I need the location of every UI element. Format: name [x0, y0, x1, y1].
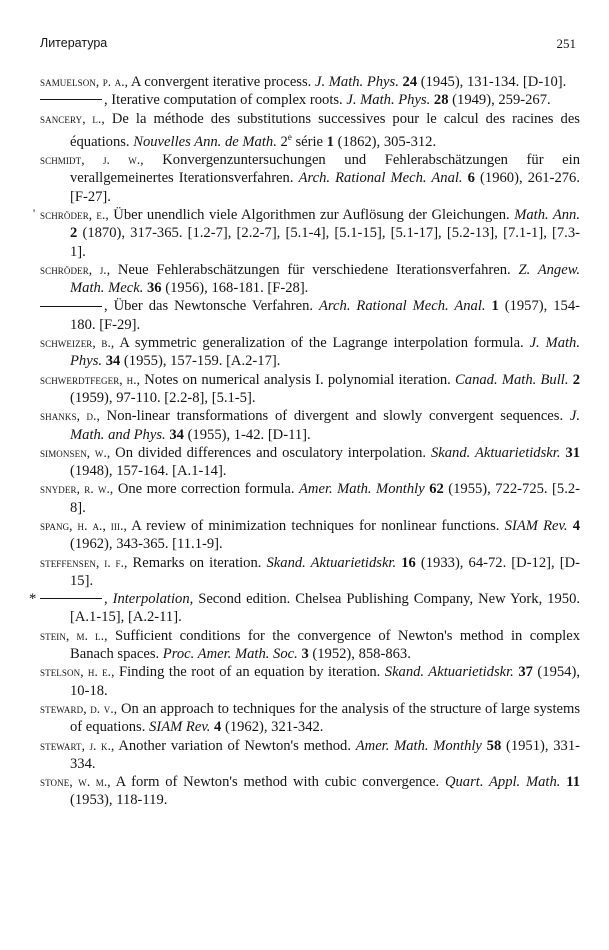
reference-entry: [40, 261, 580, 298]
reference-details: (1953), 118-119.: [70, 792, 168, 809]
reference-details: (1952), 858-863.: [308, 646, 411, 663]
reference-entry: [40, 773, 580, 810]
reference-journal: SIAM Rev.: [149, 719, 211, 736]
reference-entry: [40, 110, 580, 151]
reference-volume: 16: [401, 554, 416, 571]
reference-title: Sufficient conditions for the convergence of Newton's method in complex Banach spaces.: [70, 627, 580, 663]
reference-title: On divided differences and osculatory interpolation.: [110, 444, 431, 461]
running-title: Литература: [40, 36, 108, 50]
reference-title: A convergent iterative process.: [128, 74, 315, 90]
reference-journal: J. Math. Phys.: [346, 92, 431, 109]
running-header: [40, 36, 576, 56]
reference-volume: 3: [301, 646, 309, 663]
reference-entry: [40, 371, 580, 408]
reference-journal: Z. Angew. Math. Meck.: [70, 261, 580, 297]
reference-details: (1957), 154-180. [F-29].: [70, 298, 580, 333]
reference-volume: 6: [467, 170, 475, 187]
reference-journal: Skand. Aktuarietidskr.: [266, 554, 397, 571]
reference-volume: 34: [105, 353, 121, 370]
reference-journal: Skand. Aktuarietidskr.: [384, 664, 514, 681]
reference-journal: Arch. Rational Mech. Anal.: [319, 298, 486, 315]
reference-volume: 24: [402, 74, 418, 90]
ditto-dash: [40, 306, 102, 307]
reference-volume: 2: [572, 371, 580, 388]
reference-series-word: série: [291, 133, 327, 150]
reference-volume: 28: [433, 92, 449, 109]
reference-volume: 2: [70, 225, 78, 242]
reference-entry: [40, 627, 580, 664]
reference-details: (1951), 331-334.: [70, 737, 581, 772]
reference-journal: Arch. Rational Mech. Anal.: [298, 170, 463, 187]
reference-author: stewart, j. k.,: [40, 737, 115, 753]
reference-journal: SIAM Rev.: [504, 517, 568, 534]
reference-entry: [40, 334, 580, 371]
reference-details: (1933), 64-72. [D-12], [D-15].: [70, 554, 580, 589]
reference-entry: [33, 205, 581, 261]
reference-details: (1955), 722-725. [5.2-8].: [70, 481, 581, 516]
reference-title: A symmetric generalization of the Lagrange interpolation formula.: [114, 335, 530, 352]
reference-journal: Math. Ann.: [514, 206, 581, 223]
reference-details: (1960), 261-276. [F-27].: [70, 170, 580, 205]
reference-details: (1948), 157-164. [A.1-14].: [70, 463, 227, 480]
reference-author: steffensen, i. f.,: [40, 554, 128, 570]
reference-entry: [40, 151, 580, 206]
reference-journal: Interpolation,: [112, 591, 194, 608]
reference-author: snyder, r. w.,: [40, 481, 114, 497]
reference-volume: 11: [566, 774, 580, 791]
reference-entry: [40, 91, 580, 109]
reference-entry: [29, 590, 581, 627]
reference-volume: 36: [147, 280, 162, 297]
reference-title: Neue Fehlerabschätzungen für verschiedene Iterationsverfahren.: [110, 261, 519, 278]
reference-entry: [40, 663, 580, 700]
reference-volume: 4: [214, 719, 222, 736]
reference-volume: 1: [326, 133, 334, 150]
reference-details: (1962), 343-365. [11.1-9].: [70, 536, 223, 553]
reference-entry: [40, 407, 580, 444]
reference-author: stone, w. m.,: [40, 774, 111, 790]
reference-entry: [40, 297, 580, 334]
reference-title: , Iterative computation of complex roots.: [104, 92, 347, 109]
reference-title: Finding the root of an equation by iteration.: [114, 664, 385, 681]
reference-author: schröder, j.,: [40, 261, 111, 277]
reference-details: (1959), 97-110. [2.2-8], [5.1-5].: [70, 389, 256, 406]
page-number: 251: [556, 36, 576, 51]
reference-volume: 1: [491, 298, 499, 315]
reference-title: , Über das Newtonsche Verfahren.: [104, 298, 319, 315]
reference-journal: Canad. Math. Bull.: [455, 371, 569, 388]
reference-volume: 34: [169, 426, 184, 443]
reference-volume: 4: [572, 517, 580, 534]
reference-author: spang, h. a., iii.,: [40, 517, 127, 533]
reference-author: samuelson, p. a.,: [40, 74, 128, 89]
reference-journal: J. Math. and Phys.: [70, 408, 580, 443]
reference-entry: [40, 517, 580, 554]
reference-title: A review of minimization techniques for nonlinear functions.: [126, 517, 505, 534]
reference-volume: 62: [429, 481, 444, 498]
reference-volume: 58: [486, 737, 502, 754]
reference-author: shanks, d.,: [40, 408, 100, 424]
reference-title: Konvergenzuntersuchungen und Fehlerabschätzungen für ein verallgemeinertes Iterationsverfahren.: [70, 152, 580, 187]
reference-entry: [40, 480, 580, 517]
ditto-dash: [40, 99, 102, 100]
reference-author: schweizer, b.,: [40, 335, 115, 351]
reference-details: Second edition. Chelsea Publishing Company, New York, 1950. [A.1-15], [A.2-11].: [70, 591, 581, 626]
reference-author: sancery, l.,: [40, 110, 105, 126]
reference-details: (1862), 305-312.: [333, 133, 437, 150]
reference-details: (1954), 10-18.: [70, 664, 580, 699]
reference-author: schröder, e.,: [40, 206, 109, 222]
reference-author: stein, m. l.,: [40, 627, 108, 643]
reference-author: steward, d. v.,: [40, 700, 118, 716]
reference-journal: Amer. Math. Monthly: [355, 737, 482, 754]
reference-details: (1962), 321-342.: [221, 719, 324, 736]
ditto-dash: [40, 598, 102, 599]
reference-volume: 37: [518, 664, 533, 681]
reference-journal: Amer. Math. Monthly: [299, 481, 425, 498]
reference-title: De la méthode des substitutions successives pour le calcul des racines des équations.: [70, 110, 580, 150]
reference-journal: Quart. Appl. Math.: [444, 774, 561, 791]
reference-details: (1945), 131-134. [D-10].: [417, 74, 567, 90]
reference-journal: Proc. Amer. Math. Soc.: [162, 646, 298, 663]
reference-details: (1956), 168-181. [F-28].: [161, 280, 309, 297]
reference-series: 2: [276, 133, 288, 150]
reference-series-sup: e: [287, 131, 292, 142]
reference-journal: J. Math. Phys.: [70, 335, 580, 370]
reference-list: [29, 73, 581, 810]
reference-author: simonsen, w.,: [40, 444, 111, 460]
reference-details: (1955), 1-42. [D-11].: [183, 426, 311, 443]
reference-entry: [40, 737, 580, 774]
reference-entry: [40, 700, 580, 737]
reference-title: On an approach to techniques for the analysis of the structure of large systems of equations.: [70, 700, 581, 736]
reference-title: One more correction formula.: [113, 481, 300, 498]
reference-title: Another variation of Newton's method.: [114, 737, 356, 754]
reference-entry: [40, 444, 580, 481]
reference-details: (1949), 259-267.: [448, 92, 551, 109]
reference-title: Über unendlich viele Algorithmen zur Auflösung der Gleichungen.: [108, 206, 515, 223]
asterisk-mark: *: [29, 591, 37, 608]
reference-entry: [40, 73, 580, 91]
reference-title: ,: [104, 591, 113, 608]
reference-journal: Skand. Aktuarietidskr.: [430, 444, 561, 461]
reference-title: A form of Newton's method with cubic convergence.: [110, 774, 445, 791]
reference-journal: Nouvelles Ann. de Math.: [133, 133, 277, 150]
margin-mark: ': [33, 205, 36, 220]
reference-entry: [40, 554, 580, 591]
reference-title: Notes on numerical analysis I. polynomial iteration.: [140, 371, 456, 388]
reference-journal: J. Math. Phys.: [314, 74, 399, 90]
reference-author: stelson, h. e.,: [40, 664, 115, 680]
reference-author: schmidt, j. w.,: [40, 152, 144, 168]
reference-title: Remarks on iteration.: [127, 554, 267, 571]
reference-title: Non-linear transformations of divergent and slowly convergent sequences.: [99, 408, 570, 425]
reference-details: (1870), 317-365. [1.2-7], [2.2-7], [5.1-4], [5.1-15], [5.1-17], [5.2-13], [7.1-1], [7.3-1].: [70, 225, 580, 260]
reference-details: (1955), 157-159. [A.2-17].: [120, 353, 281, 370]
reference-author: schwerdtfeger, h.,: [40, 371, 141, 387]
reference-volume: 31: [565, 444, 580, 461]
